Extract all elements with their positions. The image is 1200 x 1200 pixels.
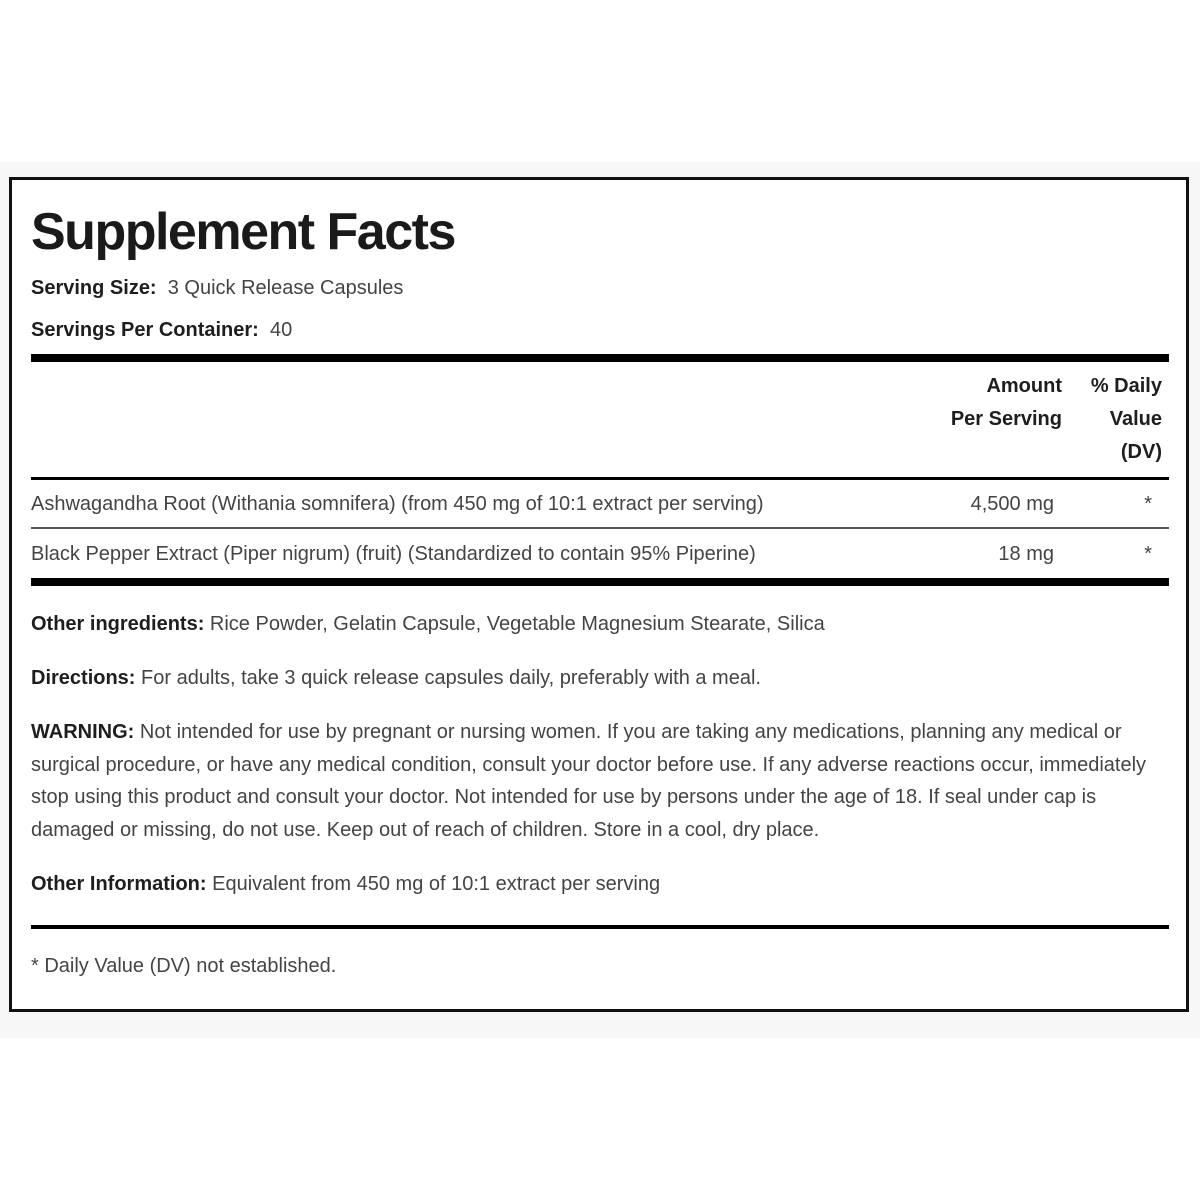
dv-header-line3: (DV) <box>1120 441 1162 463</box>
supplement-facts-panel <box>9 177 1189 1012</box>
serving-size <box>31 275 403 301</box>
ingredient-amount: 18 mg <box>998 543 1054 565</box>
footnote-divider <box>31 925 1169 929</box>
servings-per-container-value: 40 <box>269 319 293 341</box>
thick-divider-top <box>31 354 1169 362</box>
other-ingredients-label: Other ingredients: <box>31 613 205 635</box>
daily-value-header <box>1077 370 1162 469</box>
other-ingredients-text: Rice Powder, Gelatin Capsule, Vegetable Magnesium Stearate, Silica <box>209 613 825 635</box>
ingredient-daily-value: * <box>1144 543 1152 565</box>
ingredient-daily-value: * <box>1144 493 1152 515</box>
servings-per-container <box>31 317 292 343</box>
amount-header-line2: Per Serving <box>950 408 1062 430</box>
header-divider <box>31 477 1169 480</box>
dv-header-line1: % Daily <box>1090 375 1162 397</box>
warning <box>31 716 1171 846</box>
amount-header-line1: Amount <box>986 375 1062 397</box>
other-information <box>31 868 1171 901</box>
other-information-label: Other Information: <box>31 873 207 895</box>
serving-size-label: Serving Size: <box>31 277 157 299</box>
footnote: * Daily Value (DV) not established. <box>31 955 337 977</box>
panel-title: Supplement Facts <box>31 203 455 261</box>
ingredient-name: Ashwagandha Root (Withania somnifera) (from 450 mg of 10:1 extract per serving) <box>31 493 764 515</box>
directions-text: For adults, take 3 quick release capsules daily, preferably with a meal. <box>141 667 761 689</box>
dv-header-line2: Value <box>1109 408 1162 430</box>
thick-divider-bottom <box>31 578 1169 586</box>
directions <box>31 662 1171 695</box>
warning-text: Not intended for use by pregnant or nursing women. If you are taking any medications, planning any medical or surgical procedure, or have any medical condition, consult your doctor before use. If any adverse reactions occur, immediately stop using this product and consult your doctor. Not intended for use by persons under the age of 18. If seal under cap is damaged or missing, do not use. Keep out of reach of children. Store in a cool, dry place. <box>31 721 1147 841</box>
row-divider <box>31 527 1169 529</box>
other-information-text: Equivalent from 450 mg of 10:1 extract per serving <box>212 873 661 895</box>
amount-per-serving-header <box>892 370 1062 436</box>
warning-label: WARNING: <box>31 721 135 743</box>
servings-per-container-label: Servings Per Container: <box>31 319 259 341</box>
directions-label: Directions: <box>31 667 136 689</box>
other-ingredients <box>31 608 1171 641</box>
serving-size-value: 3 Quick Release Capsules <box>167 277 404 299</box>
ingredient-amount: 4,500 mg <box>970 493 1054 515</box>
ingredient-name: Black Pepper Extract (Piper nigrum) (fruit) (Standardized to contain 95% Piperine) <box>31 543 756 565</box>
